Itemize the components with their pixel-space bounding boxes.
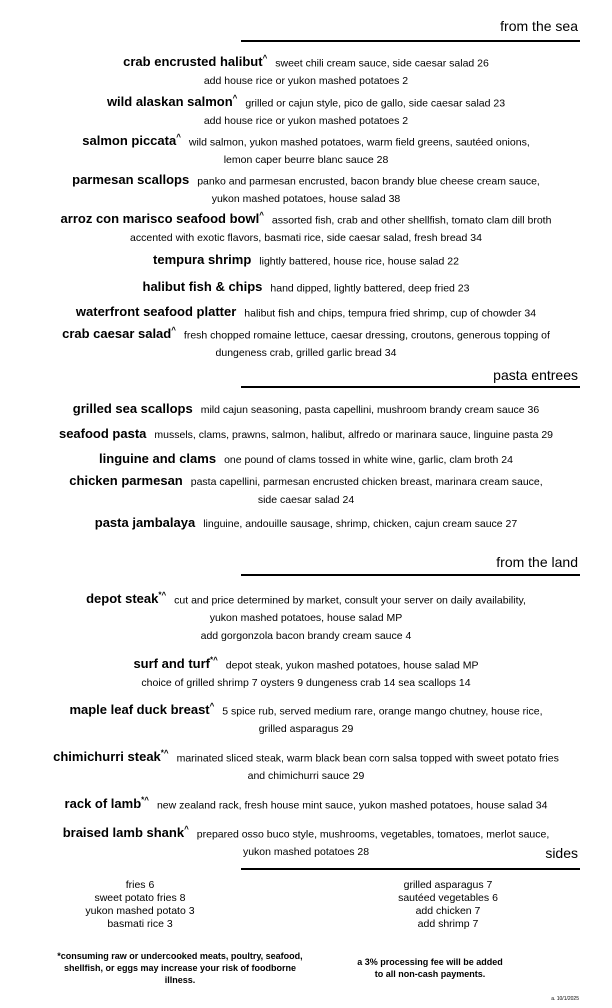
item-name: halibut fish & chips (142, 279, 263, 295)
menu-item (0, 792, 612, 814)
item-desc: hand dipped, lightly battered, deep fried 23 (270, 282, 470, 295)
item-name: pasta jambalaya (94, 515, 196, 530)
item-name: crab caesar salad (62, 326, 172, 342)
side-item: fries 6 (125, 879, 155, 891)
menu-item (0, 300, 612, 322)
item-mark: ^ (176, 133, 181, 142)
menu-item (0, 322, 612, 362)
item-desc: sweet chili cream sauce, side caesar salad 26 (275, 57, 489, 70)
item-desc-2: lemon caper beurre blanc sauce 28 (223, 154, 389, 167)
item-desc: mussels, clams, prawns, salmon, halibut, alfredo or marinara sauce, linguine pasta 29 (154, 429, 554, 441)
section-heading-pasta: pasta entrees (493, 367, 578, 383)
item-desc: panko and parmesan encrusted, bacon brandy blue cheese cream sauce, (197, 175, 540, 188)
item-mark: *^ (158, 591, 167, 600)
item-desc-2: add house rice or yukon mashed potatoes 2 (203, 115, 409, 128)
item-name: rack of lamb (64, 796, 142, 812)
menu-item (0, 587, 612, 645)
section-rule (241, 40, 580, 42)
item-desc-2: and chimichurri sauce 29 (247, 770, 365, 783)
item-mark: ^ (171, 326, 176, 335)
item-name: linguine and clams (99, 451, 217, 466)
item-name: depot steak (86, 591, 159, 607)
item-mark: ^ (209, 702, 215, 711)
item-desc-2: yukon mashed potatoes 28 (242, 846, 370, 859)
item-desc: 5 spice rub, served medium rare, orange mango chutney, house rice, (222, 705, 543, 718)
menu-item (0, 745, 612, 785)
item-desc-2: dungeness crab, grilled garlic bread 34 (215, 347, 397, 360)
item-desc-2: accented with exotic flavors, basmati rice, side caesar salad, fresh bread 34 (130, 232, 482, 245)
item-name: grilled sea scallops (72, 401, 193, 416)
item-desc: halibut fish and chips, tempura fried shrimp, cup of chowder 34 (244, 307, 537, 320)
side-item: yukon mashed potato 3 (85, 905, 195, 917)
item-desc-2: grilled asparagus 29 (258, 723, 354, 736)
item-desc-3: add gorgonzola bacon brandy cream sauce 4 (200, 630, 412, 643)
section-heading-sea: from the sea (500, 18, 578, 34)
consumption-warning: *consuming raw or undercooked meats, poultry, seafood, shellfish, or eggs may increase your risk of foodborne illness. (57, 951, 303, 985)
item-mark: *^ (141, 796, 149, 805)
menu-item (0, 168, 612, 208)
section-rule (241, 574, 580, 576)
side-item: add shrimp 7 (417, 918, 479, 930)
side-item: sautéed vegetables 6 (398, 892, 498, 904)
item-desc: linguine, andouille sausage, shrimp, chicken, cajun cream sauce 27 (203, 518, 518, 530)
item-name: parmesan scallops (72, 172, 190, 188)
item-desc: lightly battered, house rice, house salad 22 (259, 255, 459, 268)
item-desc-2: yukon mashed potatoes, house salad 38 (211, 193, 401, 206)
item-mark: ^ (184, 825, 189, 834)
item-name: salmon piccata (82, 133, 177, 149)
menu-item (0, 400, 612, 419)
item-name: waterfront seafood platter (75, 304, 237, 320)
item-desc: new zealand rack, fresh house mint sauce, yukon mashed potatoes, house salad 34 (156, 799, 548, 812)
item-desc-2: side caesar salad 24 (257, 494, 355, 506)
section-rule (241, 868, 580, 870)
item-desc: one pound of clams tossed in white wine, garlic, clam broth 24 (224, 454, 513, 466)
sides-right-list (328, 879, 568, 931)
menu-item (0, 207, 612, 247)
item-name: tempura shrimp (153, 252, 252, 268)
item-desc-2: choice of grilled shrimp 7 oysters 9 dungeness crab 14 sea scallops 14 (141, 677, 471, 690)
item-desc: assorted fish, crab and other shellfish, tomato clam dill broth (271, 214, 552, 227)
item-name: maple leaf duck breast (69, 702, 210, 718)
item-desc: marinated sliced steak, warm black bean corn salsa topped with sweet potato fries (176, 752, 559, 765)
menu-item (0, 652, 612, 692)
section-heading-sides: sides (545, 845, 578, 861)
item-name: chicken parmesan (69, 473, 183, 488)
item-desc: grilled or cajun style, pico de gallo, side caesar salad 23 (245, 97, 506, 110)
menu-item (0, 698, 612, 738)
side-item: sweet potato fries 8 (94, 892, 186, 904)
item-mark: *^ (210, 656, 218, 665)
side-item: grilled asparagus 7 (403, 879, 493, 891)
item-name: chimichurri steak (53, 749, 161, 765)
menu-item (0, 425, 612, 444)
item-name: arroz con marisco seafood bowl (60, 211, 260, 227)
item-name: braised lamb shank (62, 825, 185, 841)
item-mark: ^ (262, 54, 268, 63)
menu-item (0, 514, 612, 533)
item-desc: mild cajun seasoning, pasta capellini, mushroom brandy cream sauce 36 (200, 404, 540, 416)
item-desc: pasta capellini, parmesan encrusted chicken breast, marinara cream sauce, (190, 476, 543, 488)
section-heading-land: from the land (496, 554, 578, 570)
revision-date: a. 10/1/2025 (551, 996, 579, 1002)
item-desc: fresh chopped romaine lettuce, caesar dressing, croutons, generous topping of (183, 329, 550, 342)
menu-item (0, 129, 612, 169)
menu-item (0, 472, 612, 509)
item-desc-2: add house rice or yukon mashed potatoes 2 (203, 75, 409, 88)
item-desc: wild salmon, yukon mashed potatoes, warm field greens, sautéed onions, (188, 136, 530, 149)
menu-item (0, 90, 612, 130)
side-item: add chicken 7 (415, 905, 481, 917)
item-name: seafood pasta (58, 426, 147, 441)
item-mark: *^ (160, 749, 169, 758)
menu-item (0, 248, 612, 270)
section-rule (241, 386, 580, 388)
menu-item (0, 50, 612, 90)
item-desc-2: yukon mashed potatoes, house salad MP (209, 612, 403, 625)
menu-item (0, 821, 612, 861)
item-name: surf and turf (133, 656, 210, 672)
menu-item (0, 450, 612, 469)
item-mark: ^ (232, 94, 238, 103)
processing-fee-note: a 3% processing fee will be added to all non-cash payments. (357, 957, 503, 979)
item-name: wild alaskan salmon (106, 94, 233, 110)
item-mark: ^ (259, 211, 264, 220)
side-item: basmati rice 3 (107, 918, 173, 930)
item-name: crab encrusted halibut (123, 54, 263, 70)
menu-item (0, 275, 612, 297)
sides-left-list (20, 879, 260, 931)
item-desc: prepared osso buco style, mushrooms, vegetables, tomatoes, merlot sauce, (196, 828, 550, 841)
item-desc: cut and price determined by market, consult your server on daily availability, (174, 594, 526, 607)
item-desc: depot steak, yukon mashed potatoes, house salad MP (225, 659, 479, 672)
